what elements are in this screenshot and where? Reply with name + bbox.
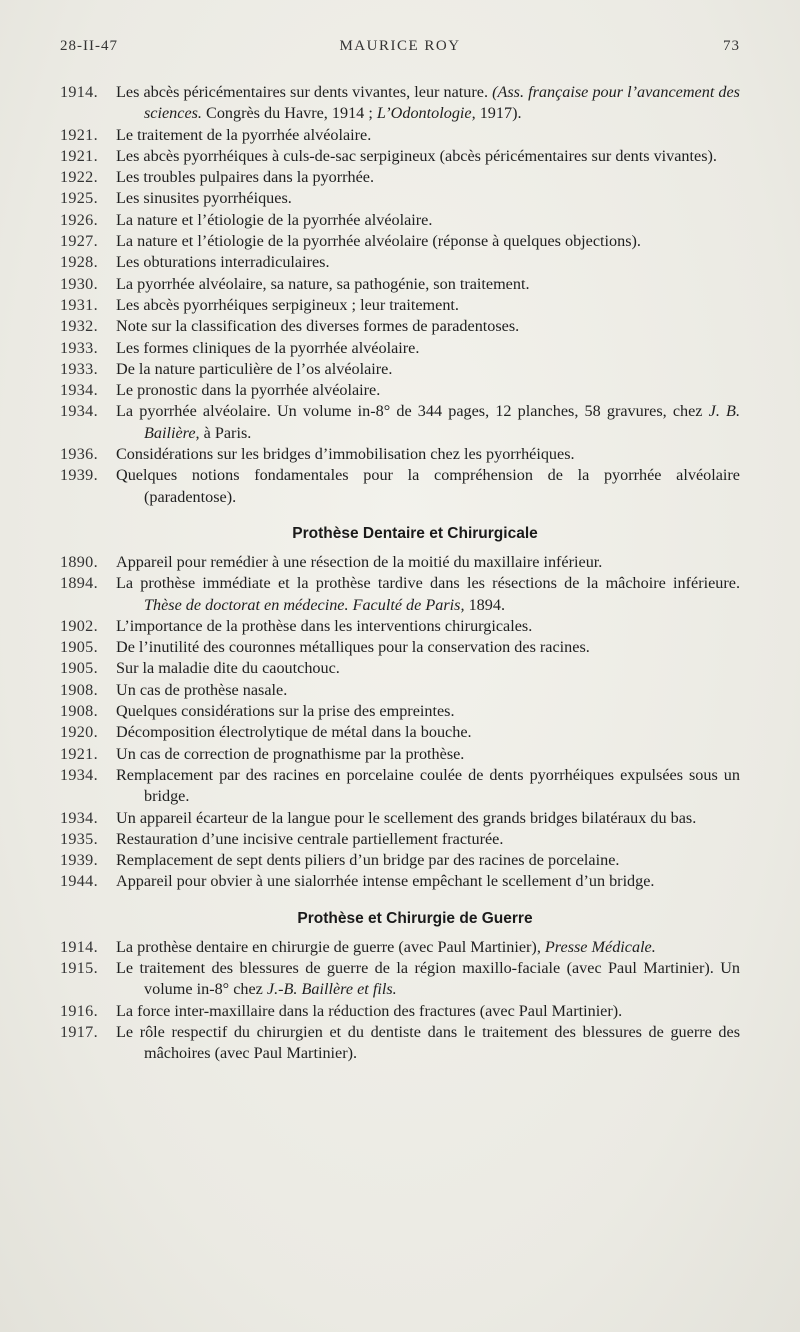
entry-plain-text: Le traitement de la pyorrhée alvéolaire. bbox=[116, 125, 372, 144]
entry-year: 1894. bbox=[60, 574, 98, 593]
bibliography-entry bbox=[60, 359, 740, 380]
entry-year: 1905. bbox=[60, 638, 98, 657]
bibliography-entry bbox=[60, 808, 740, 829]
entry-plain-text: 1894. bbox=[464, 595, 505, 614]
entry-year: 1917. bbox=[60, 1022, 98, 1041]
entry-plain-text: La force inter-maxillaire dans la réduction des fractures (avec Paul Martinier). bbox=[116, 1001, 623, 1020]
entry-year: 1934. bbox=[60, 808, 98, 827]
bibliography-entry bbox=[60, 871, 740, 892]
entry-text bbox=[116, 274, 740, 295]
entry-text bbox=[116, 850, 740, 871]
entry-plain-text: Quelques notions fondamentales pour la compréhension de la pyorrhée alvéolaire (paradentose). bbox=[116, 466, 740, 506]
entry-text bbox=[116, 722, 740, 743]
entry-plain-text: Le rôle respectif du chirurgien et du dentiste dans le traitement des blessures de guerre des mâchoires (avec Paul Martinier). bbox=[116, 1022, 740, 1063]
entry-year: 1925. bbox=[60, 189, 98, 208]
entry-year: 1921. bbox=[60, 125, 98, 144]
bibliography-entry bbox=[60, 401, 740, 444]
entry-plain-text: Les sinusites pyorrhéiques. bbox=[116, 189, 292, 208]
entry-plain-text: Quelques considérations sur la prise des empreintes. bbox=[116, 702, 455, 721]
entry-plain-text: Appareil pour remédier à une résection de la moitié du maxillaire inférieur. bbox=[116, 552, 603, 571]
entry-plain-text: Appareil pour obvier à une sialorrhée intense empêchant le scellement d’un bridge. bbox=[116, 872, 655, 891]
entry-plain-text: Congrès du Havre, 1914 ; bbox=[201, 104, 377, 123]
entry-year: 1936. bbox=[60, 445, 98, 464]
bibliography-entry bbox=[60, 552, 740, 573]
bibliography-entry bbox=[60, 722, 740, 743]
entry-year: 1934. bbox=[60, 381, 98, 400]
bibliography-entry bbox=[60, 274, 740, 295]
entry-text bbox=[116, 1022, 740, 1065]
entry-year: 1902. bbox=[60, 616, 98, 635]
entry-plain-text: De l’inutilité des couronnes métalliques pour la conservation des racines. bbox=[116, 638, 590, 657]
entry-year: 1931. bbox=[60, 295, 98, 314]
bibliography-entry bbox=[60, 380, 740, 401]
bibliography-entry bbox=[60, 850, 740, 871]
bibliography-entry bbox=[60, 658, 740, 679]
entry-plain-text: Les troubles pulpaires dans la pyorrhée. bbox=[116, 168, 375, 187]
entry-year: 1905. bbox=[60, 659, 98, 678]
entry-plain-text: Les abcès pyorrhéiques serpigineux ; leur traitement. bbox=[116, 295, 459, 314]
bibliography-entry bbox=[60, 188, 740, 209]
bibliography-entry bbox=[60, 1022, 740, 1065]
bibliography-entry bbox=[60, 637, 740, 658]
header-author: MAURICE ROY bbox=[339, 38, 461, 54]
entry-text bbox=[116, 658, 740, 679]
bibliography-entry bbox=[60, 338, 740, 359]
entry-plain-text: La nature et l’étiologie de la pyorrhée alvéolaire (réponse à quelques objections). bbox=[116, 232, 641, 251]
bibliography-entry bbox=[60, 295, 740, 316]
entry-year: 1916. bbox=[60, 1001, 98, 1020]
entry-year: 1927. bbox=[60, 232, 98, 251]
entry-text bbox=[116, 937, 740, 958]
entry-text bbox=[116, 338, 740, 359]
bibliography-entry bbox=[60, 958, 740, 1001]
page-header bbox=[60, 38, 740, 60]
entry-plain-text: à Paris. bbox=[199, 423, 252, 442]
entry-year: 1928. bbox=[60, 253, 98, 272]
bibliography-group-guerre bbox=[60, 937, 740, 1065]
entry-plain-text: Restauration d’une incisive centrale partiellement fracturée. bbox=[116, 829, 504, 848]
entry-year: 1914. bbox=[60, 83, 98, 101]
entry-plain-text: Un cas de correction de prognathisme par la prothèse. bbox=[116, 744, 465, 763]
entry-text bbox=[116, 146, 740, 167]
entry-year: 1933. bbox=[60, 338, 98, 357]
bibliography-entry bbox=[60, 444, 740, 465]
entry-plain-text: La prothèse immédiate et la prothèse tardive dans les résections de la mâchoire inférieure. bbox=[116, 574, 740, 593]
entry-text bbox=[116, 188, 740, 209]
entry-plain-text: Note sur la classification des diverses formes de paradentoses. bbox=[116, 317, 520, 336]
entry-plain-text: 1917). bbox=[475, 104, 522, 123]
entry-year: 1934. bbox=[60, 765, 98, 784]
entry-text bbox=[116, 231, 740, 252]
bibliography-entry bbox=[60, 1001, 740, 1022]
entry-year: 1914. bbox=[60, 937, 98, 956]
entry-italic-text: Presse Médicale. bbox=[544, 937, 656, 956]
entry-text bbox=[116, 808, 740, 829]
entry-text bbox=[116, 958, 740, 1001]
bibliography-entry bbox=[60, 465, 740, 508]
bibliography-entry bbox=[60, 616, 740, 637]
entry-year: 1890. bbox=[60, 552, 98, 571]
entry-year: 1932. bbox=[60, 317, 98, 336]
entry-text bbox=[116, 680, 740, 701]
entry-plain-text: Les obturations interradiculaires. bbox=[116, 253, 330, 272]
entry-plain-text: Décomposition électrolytique de métal dans la bouche. bbox=[116, 723, 472, 742]
bibliography-entry bbox=[60, 829, 740, 850]
entry-plain-text: Remplacement par des racines en porcelaine coulée de dents pyorrhéiques expulsées sous un bridge. bbox=[116, 765, 740, 806]
bibliography-group-pyorrhee bbox=[60, 82, 740, 508]
entry-year: 1930. bbox=[60, 274, 98, 293]
entry-year: 1933. bbox=[60, 359, 98, 378]
bibliography bbox=[60, 82, 740, 1064]
entry-italic-text: L’Odontologie, bbox=[376, 104, 476, 123]
entry-text bbox=[116, 167, 740, 188]
entry-text bbox=[116, 82, 740, 125]
bibliography-entry bbox=[60, 573, 740, 616]
entry-plain-text: La nature et l’étiologie de la pyorrhée alvéolaire. bbox=[116, 210, 433, 229]
entry-plain-text: De la nature particulière de l’os alvéolaire. bbox=[116, 359, 393, 378]
entry-plain-text: Un cas de prothèse nasale. bbox=[116, 680, 288, 699]
entry-year: 1922. bbox=[60, 168, 98, 187]
entry-text bbox=[116, 401, 740, 444]
entry-text bbox=[116, 829, 740, 850]
entry-plain-text: Considérations sur les bridges d’immobilisation chez les pyorrhéiques. bbox=[116, 445, 575, 464]
entry-text bbox=[116, 295, 740, 316]
entry-text bbox=[116, 1001, 740, 1022]
entry-italic-text: Thèse de doctorat en médecine. Faculté de Paris, bbox=[144, 595, 465, 614]
bibliography-entry bbox=[60, 744, 740, 765]
entry-text bbox=[116, 210, 740, 231]
entry-plain-text: Le pronostic dans la pyorrhée alvéolaire. bbox=[116, 381, 381, 400]
entry-italic-text: J.-B. Baillère et fils. bbox=[266, 980, 397, 999]
entry-plain-text: La pyorrhée alvéolaire, sa nature, sa pathogénie, son traitement. bbox=[116, 274, 530, 293]
entry-italic-text: (Ass. française pour l’avancement des sciences. bbox=[144, 83, 740, 123]
entry-text bbox=[116, 744, 740, 765]
entry-plain-text: Un appareil écarteur de la langue pour le scellement des grands bridges bilatéraux du bas. bbox=[116, 808, 697, 827]
bibliography-entry bbox=[60, 701, 740, 722]
entry-text bbox=[116, 616, 740, 637]
entry-year: 1915. bbox=[60, 958, 98, 977]
entry-plain-text: La pyorrhée alvéolaire. Un volume in-8° de 344 pages, 12 planches, 58 gravures, chez bbox=[116, 402, 709, 421]
entry-italic-text: J. B. Bailière, bbox=[144, 402, 740, 442]
entry-plain-text: Les formes cliniques de la pyorrhée alvéolaire. bbox=[116, 338, 420, 357]
section-title-prothese-dentaire: Prothèse Dentaire et Chirurgicale bbox=[292, 524, 538, 542]
bibliography-entry bbox=[60, 167, 740, 188]
entry-plain-text: Sur la maladie dite du caoutchouc. bbox=[116, 659, 340, 678]
entry-plain-text: Les abcès péricémentaires sur dents vivantes, leur nature. bbox=[116, 83, 493, 101]
bibliography-entry bbox=[60, 125, 740, 146]
bibliography-entry bbox=[60, 680, 740, 701]
entry-text bbox=[116, 637, 740, 658]
bibliography-entry bbox=[60, 937, 740, 958]
entry-text bbox=[116, 125, 740, 146]
entry-year: 1921. bbox=[60, 146, 98, 165]
entry-year: 1939. bbox=[60, 851, 98, 870]
entry-text bbox=[116, 380, 740, 401]
entry-year: 1935. bbox=[60, 829, 98, 848]
section-title-guerre: Prothèse et Chirurgie de Guerre bbox=[297, 909, 533, 927]
entry-plain-text: Le traitement des blessures de guerre de la région maxillo-faciale (avec Paul Martinier). Un volume in-8° chez bbox=[116, 958, 740, 999]
entry-year: 1944. bbox=[60, 872, 98, 891]
entry-text bbox=[116, 552, 740, 573]
entry-plain-text: La prothèse dentaire en chirurgie de guerre (avec Paul Martinier), bbox=[116, 937, 545, 956]
entry-text bbox=[116, 316, 740, 337]
bibliography-entry bbox=[60, 231, 740, 252]
entry-year: 1921. bbox=[60, 744, 98, 763]
entry-plain-text: L’importance de la prothèse dans les interventions chirurgicales. bbox=[116, 616, 533, 635]
bibliography-entry bbox=[60, 765, 740, 808]
entry-text bbox=[116, 573, 740, 616]
bibliography-entry bbox=[60, 146, 740, 167]
entry-text bbox=[116, 701, 740, 722]
entry-text bbox=[116, 359, 740, 380]
entry-text bbox=[116, 871, 740, 892]
entry-year: 1926. bbox=[60, 210, 98, 229]
header-date: 28-II-47 bbox=[60, 38, 118, 54]
bibliography-entry bbox=[60, 252, 740, 273]
entry-year: 1908. bbox=[60, 702, 98, 721]
entry-year: 1934. bbox=[60, 402, 98, 421]
entry-text bbox=[116, 465, 740, 508]
entry-year: 1920. bbox=[60, 723, 98, 742]
entry-year: 1908. bbox=[60, 680, 98, 699]
entry-text bbox=[116, 765, 740, 808]
entry-text bbox=[116, 444, 740, 465]
bibliography-group-prothese bbox=[60, 552, 740, 893]
entry-plain-text: Remplacement de sept dents piliers d’un bridge par des racines de porcelaine. bbox=[116, 851, 620, 870]
bibliography-entry bbox=[60, 210, 740, 231]
entry-plain-text: Les abcès pyorrhéiques à culs-de-sac serpigineux (abcès péricémentaires sur dents vivantes). bbox=[116, 146, 717, 165]
bibliography-entry bbox=[60, 82, 740, 125]
entry-text bbox=[116, 252, 740, 273]
entry-year: 1939. bbox=[60, 466, 98, 485]
bibliography-entry bbox=[60, 316, 740, 337]
page-number: 73 bbox=[723, 38, 740, 54]
